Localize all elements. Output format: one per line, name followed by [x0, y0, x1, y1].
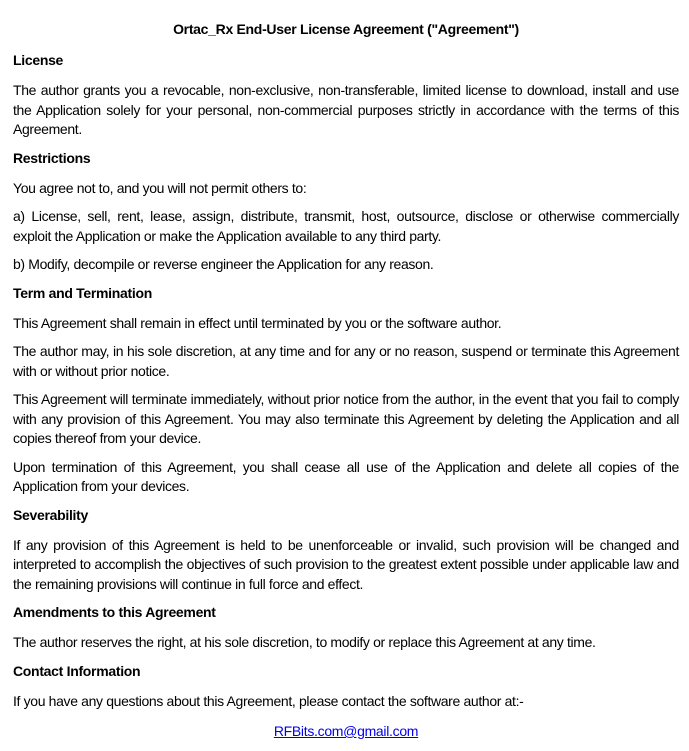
restriction-item-b: b) Modify, decompile or reverse engineer the Application for any reason. — [13, 256, 434, 272]
term-paragraph-4: Upon termination of this Agreement, you shall cease all use of the Application and delete all copies of the Application from your devices. — [13, 458, 679, 494]
term-paragraph-3: This Agreement will terminate immediately, without prior notice from the author, in the event that you fail to comply with any provision of this Agreement. You may also terminate this Agreement by deleting the Application and all copies thereof from your device. — [13, 391, 679, 446]
restrictions-intro-paragraph: You agree not to, and you will not permit others to: — [13, 179, 307, 196]
term-paragraph-1: This Agreement shall remain in effect until terminated by you or the software author. — [13, 314, 502, 331]
section-heading-restrictions: Restrictions — [13, 149, 91, 166]
license-paragraph: The author grants you a revocable, non-exclusive, non-transferable, limited license to download, install and use the Application solely for your personal, non-commercial purposes strictly in accordance with the terms of this Agreement. — [13, 82, 679, 137]
section-heading-contact-information: Contact Information — [13, 662, 141, 679]
term-paragraph-2: The author may, in his sole discretion, at any time and for any or no reason, suspend or terminate this Agreement with or without prior notice. — [13, 343, 679, 379]
section-heading-term-and-termination: Term and Termination — [13, 284, 152, 301]
contact-email-link[interactable]: RFBits.com@gmail.com — [273, 723, 419, 739]
contact-paragraph: If you have any questions about this Agreement, please contact the software author at:- — [13, 692, 524, 709]
contact-email-container — [13, 722, 679, 741]
amendments-paragraph: The author reserves the right, at his sole discretion, to modify or replace this Agreement at any time. — [13, 634, 596, 650]
section-heading-severability: Severability — [13, 506, 88, 523]
section-heading-amendments: Amendments to this Agreement — [13, 604, 216, 620]
document-title: Ortac_Rx End-User License Agreement ("Agreement") — [173, 21, 519, 37]
section-heading-license: License — [13, 52, 64, 68]
severability-paragraph: If any provision of this Agreement is held to be unenforceable or invalid, such provision will be changed and interpreted to accomplish the objectives of such provision to the greatest extent possible under applicable law and the remaining provisions will continue in full force and effect. — [13, 536, 679, 592]
restriction-item-a: a) License, sell, rent, lease, assign, distribute, transmit, host, outsource, disclose or otherwise commercially exploit the Application or make the Application available to any third party. — [13, 208, 679, 244]
